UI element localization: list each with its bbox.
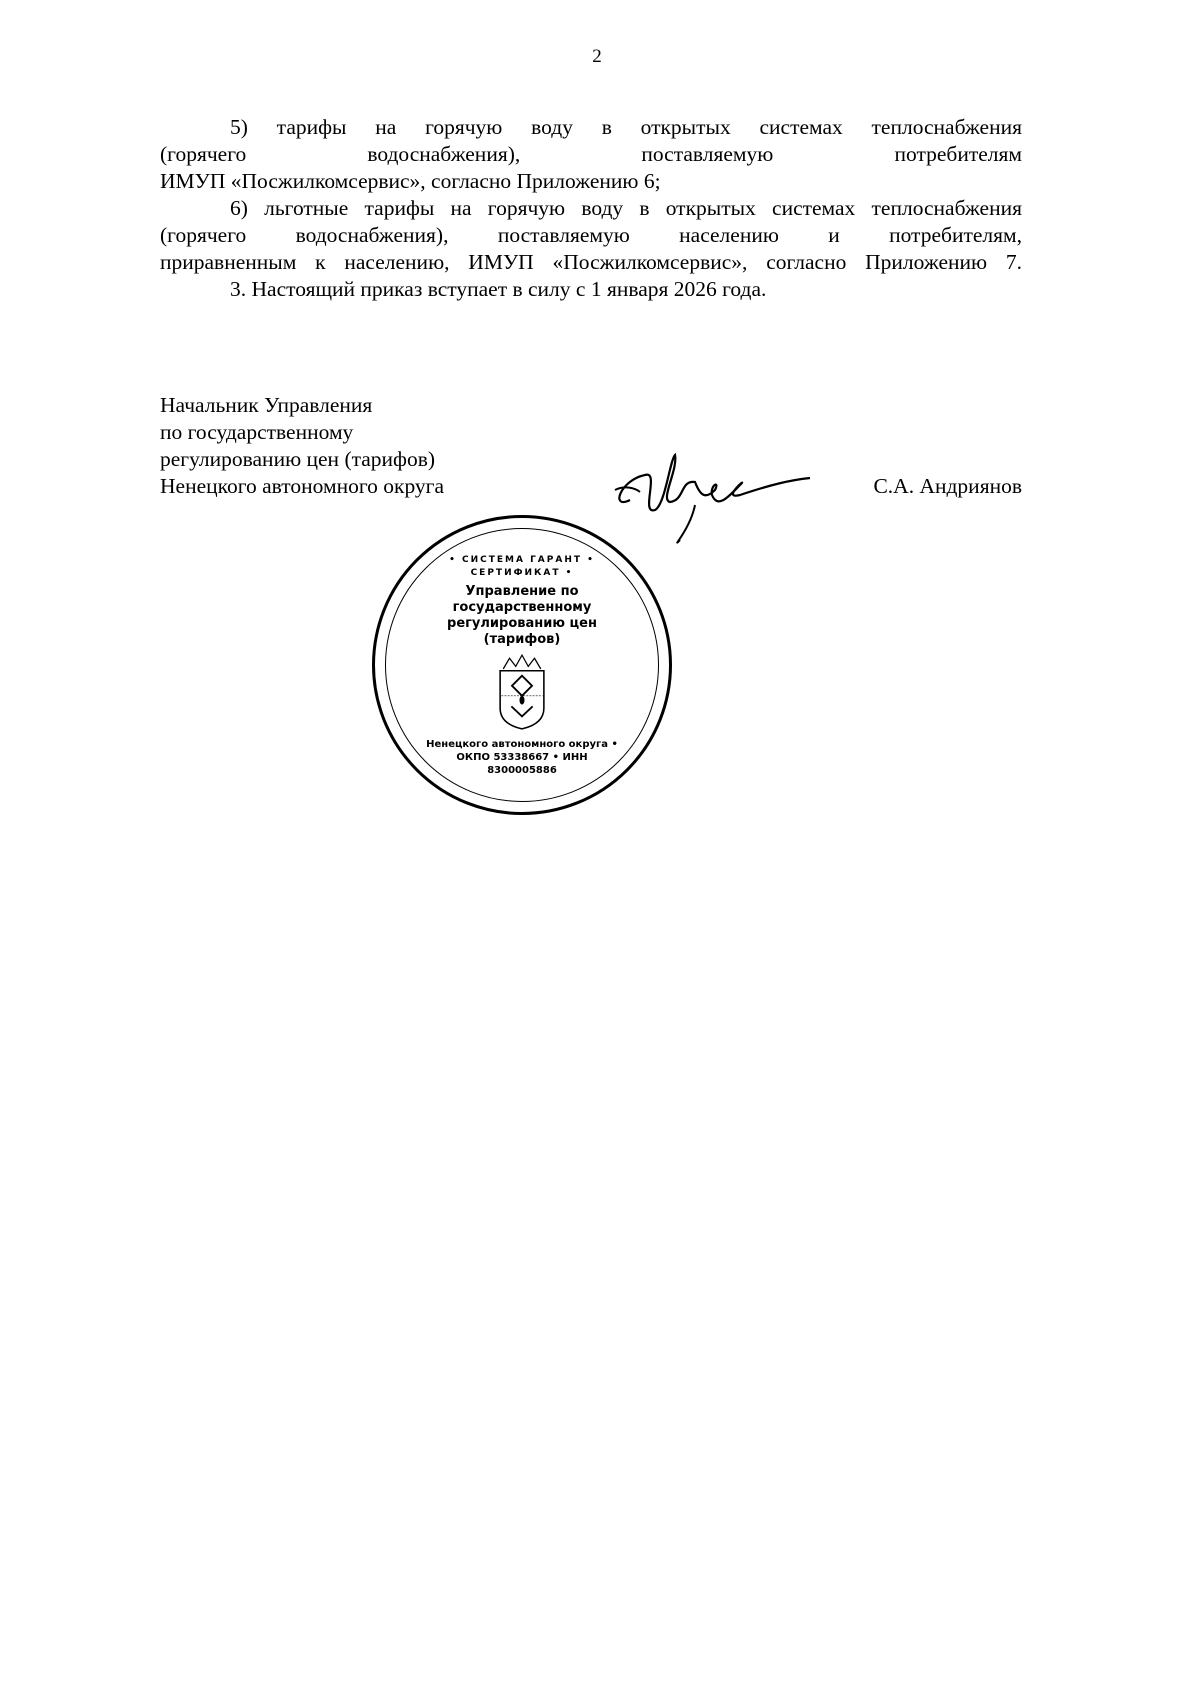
position-line: по государственному bbox=[160, 420, 354, 444]
text-line: 6) льготные тарифы на горячую воду в открытых системах теплоснабжения bbox=[230, 196, 1022, 220]
text-line: ИМУП «Посжилкомсервис», согласно Приложению 6; bbox=[160, 169, 661, 193]
stamp-inner-text: Ненецкого автономного округа • ОКПО 53338667 • ИНН 8300005886 bbox=[426, 738, 618, 776]
stamp-rim-text: • СИСТЕМА ГАРАНТ • СЕРТИФИКАТ • bbox=[449, 554, 595, 578]
position-line: Ненецкого автономного округа bbox=[160, 474, 445, 498]
position-line: Начальник Управления bbox=[160, 393, 373, 417]
official-stamp bbox=[372, 515, 672, 815]
document-body bbox=[160, 114, 1022, 303]
coat-of-arms-icon bbox=[487, 652, 557, 732]
stamp-outer-text: Управление по государственному регулированию цен (тарифов) bbox=[447, 583, 597, 647]
text-line: 3. Настоящий приказ вступает в силу с 1 января 2026 года. bbox=[230, 277, 767, 301]
position-line: регулированию цен (тарифов) bbox=[160, 447, 436, 471]
text-line: (горячего водоснабжения), поставляемую населению и потребителям, bbox=[160, 223, 1022, 247]
handwritten-signature bbox=[600, 440, 820, 560]
signatory-name: С.А. Андриянов bbox=[873, 474, 1022, 498]
signatory-position bbox=[160, 392, 444, 500]
text-line: (горячего водоснабжения), поставляемую потребителям bbox=[160, 142, 1022, 166]
page-number: 2 bbox=[592, 46, 602, 67]
text-line: 5) тарифы на горячую воду в открытых системах теплоснабжения bbox=[230, 115, 1022, 139]
text-line: приравненным к населению, ИМУП «Посжилкомсервис», согласно Приложению 7. bbox=[160, 250, 1022, 274]
